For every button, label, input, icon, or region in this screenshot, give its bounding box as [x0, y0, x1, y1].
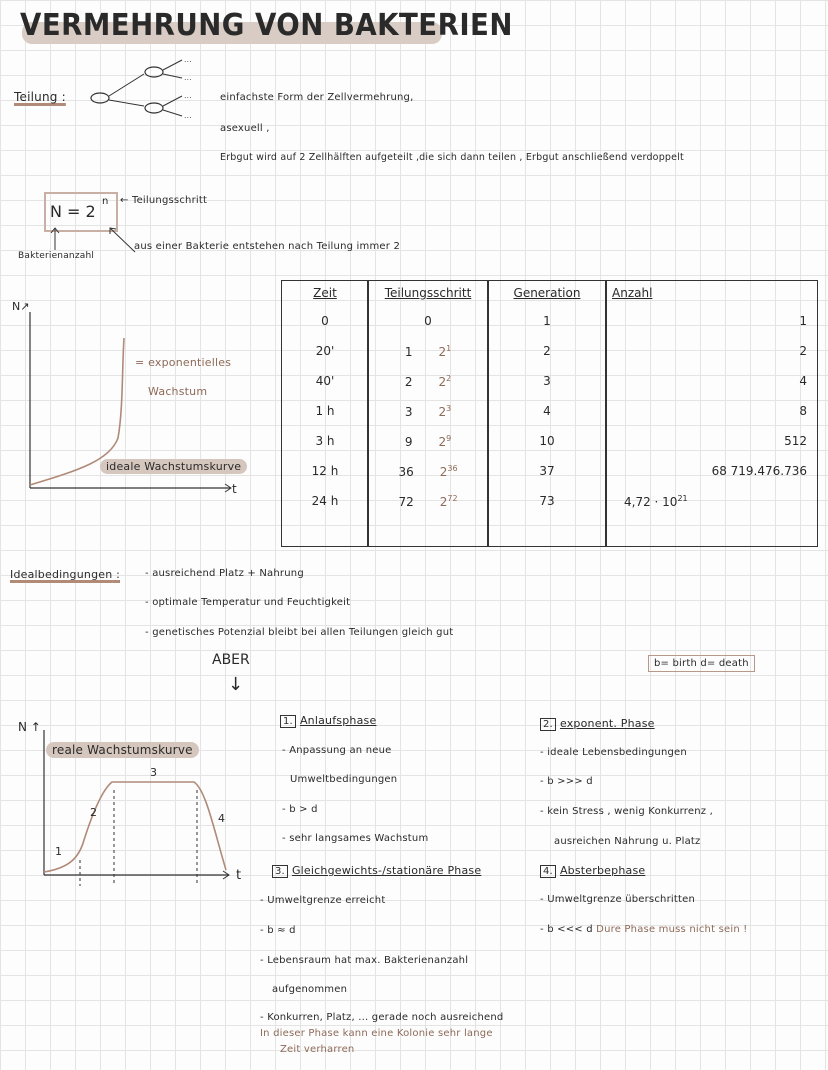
anzahl-value: 4,72 · 10 — [624, 494, 678, 509]
phase-3-note-1: In dieser Phase kann eine Kolonie sehr lange — [260, 1028, 493, 1039]
phase-1-line-4: - sehr langsames Wachstum — [282, 833, 429, 844]
cell-zeit: 0 — [321, 314, 329, 328]
table-row — [282, 396, 813, 426]
real-chart-title: reale Wachstumskurve — [46, 742, 199, 758]
schritt-value: 3 — [404, 404, 413, 419]
phase-2-line-2: - b >>> d — [540, 776, 593, 787]
ideal-curve-label: ideale Wachstumskurve — [100, 459, 247, 474]
phase-4-line-1: - Umweltgrenze überschritten — [540, 894, 696, 905]
teilung-label: Teilung : — [14, 90, 66, 104]
anzahl-exponent: 21 — [677, 493, 688, 503]
cell-zeit: 3 h — [315, 434, 335, 448]
phase-4-heading: 4. Absterbephase — [540, 864, 645, 878]
schritt-value: 72 — [398, 494, 414, 509]
cell-zeit: 12 h — [311, 464, 339, 478]
cell-schritt — [368, 306, 488, 336]
schritt-value: 1 — [404, 344, 413, 359]
aber-label: ABER — [212, 652, 250, 668]
power-value: $2^2$ — [438, 373, 452, 389]
formula-note: aus einer Bakterie entstehen nach Teilung immer 2 — [134, 241, 401, 252]
cell-generation: 4 — [543, 404, 551, 418]
table-row — [282, 306, 813, 336]
cell-zeit: 1 h — [315, 404, 335, 418]
cell-schritt — [368, 336, 488, 366]
phase-1-line-3: - b > d — [282, 804, 318, 815]
ideal-label-1: = exponentielles — [135, 356, 232, 369]
phase-3-line-2: - b ≈ d — [260, 925, 296, 936]
table-row — [282, 456, 813, 486]
phase-4-line-2: - b <<< d Dure Phase muss nicht sein ! — [540, 924, 748, 935]
phase-num-2: 2 — [90, 806, 97, 819]
phase-2-heading: 2. exponent. Phase — [540, 717, 655, 731]
cell-anzahl — [606, 306, 813, 336]
formula-exp-label: ← Teilungsschritt — [120, 195, 208, 206]
phase-2-line-4: ausreichen Nahrung u. Platz — [554, 836, 701, 847]
cell-anzahl — [606, 456, 813, 486]
phase-1-line-1: - Anpassung an neue — [282, 745, 392, 756]
table-row — [282, 426, 813, 456]
ideal-item-2: - optimale Temperatur und Feuchtigkeit — [145, 597, 351, 608]
power-value: $2^9$ — [438, 433, 452, 449]
page-title: VERMEHRUNG VON BAKTERIEN — [20, 8, 513, 43]
formula-exponent: n — [102, 196, 109, 207]
col-zeit: Zeit — [313, 286, 337, 300]
anzahl-value: 68 719.476.736 — [711, 464, 807, 478]
cell-anzahl — [606, 366, 813, 396]
col-teilungsschritt: Teilungsschritt — [384, 286, 472, 300]
cell-generation: 10 — [539, 434, 555, 448]
phase-3-line-5: - Konkurren, Platz, ... gerade noch ausreichend — [260, 1012, 504, 1023]
cell-generation: 1 — [543, 314, 551, 328]
down-arrow-icon: ↓ — [228, 674, 244, 695]
phase-3-line-1: - Umweltgrenze erreicht — [260, 895, 386, 906]
ideal-x-axis: t — [232, 482, 237, 496]
ideal-item-1: - ausreichend Platz + Nahrung — [145, 568, 304, 579]
teilung-line-3: Erbgut wird auf 2 Zellhälften aufgeteilt ,die sich dann teilen , Erbgut anschließend verdoppelt — [220, 152, 684, 163]
anzahl-value: 512 — [784, 434, 807, 448]
ideal-label: Idealbedingungen : — [10, 568, 121, 581]
legend-box: b= birth d= death — [648, 655, 755, 672]
anzahl-value: 8 — [799, 404, 807, 418]
anzahl-value: 4 — [799, 374, 807, 388]
formula-base-label: Bakterienanzahl — [18, 251, 95, 261]
phase-1-line-2: Umweltbedingungen — [290, 774, 398, 785]
ideal-label-2: Wachstum — [148, 385, 208, 398]
schritt-value: 0 — [424, 314, 432, 328]
anzahl-value: 2 — [799, 344, 807, 358]
cell-generation: 2 — [543, 344, 551, 358]
cell-generation: 3 — [543, 374, 551, 388]
formula-text: N = 2 — [50, 202, 96, 221]
svg-text:...: ... — [184, 111, 192, 120]
phase-3-line-4: aufgenommen — [272, 984, 348, 995]
phase-1-heading: 1. Anlaufsphase — [280, 714, 376, 728]
cell-division-sketch — [86, 52, 206, 122]
table-row — [282, 336, 813, 366]
cell-schritt — [368, 426, 488, 456]
real-x-axis: t — [236, 868, 242, 883]
phase-3-note-2: Zeit verharren — [280, 1044, 355, 1055]
ideal-growth-chart — [10, 300, 270, 510]
schritt-value: 36 — [398, 464, 414, 479]
svg-text:...: ... — [184, 91, 192, 100]
real-y-axis: N ↑ — [18, 720, 41, 734]
generation-table — [282, 280, 813, 516]
ideal-y-axis: N↗ — [12, 300, 30, 313]
cell-generation: 73 — [539, 494, 555, 508]
col-anzahl: Anzahl — [612, 286, 653, 300]
cell-schritt — [368, 396, 488, 426]
anzahl-value: 1 — [799, 314, 807, 328]
teilung-line-2: asexuell , — [220, 123, 270, 134]
schritt-value: 2 — [404, 374, 413, 389]
svg-text:...: ... — [184, 55, 192, 64]
phase-3-heading: 3. Gleichgewichts-/stationäre Phase — [272, 864, 481, 878]
phase-2-line-3: - kein Stress , wenig Konkurrenz , — [540, 806, 713, 817]
table-row — [282, 486, 813, 516]
phase-num-4: 4 — [218, 812, 225, 825]
cell-anzahl — [606, 396, 813, 426]
cell-anzahl — [606, 486, 813, 516]
power-value: $2^{72}$ — [439, 493, 458, 509]
svg-text:...: ... — [184, 73, 192, 82]
cell-zeit: 20' — [315, 344, 335, 358]
cell-schritt — [368, 456, 488, 486]
col-generation: Generation — [513, 286, 581, 300]
phase-2-line-1: - ideale Lebensbedingungen — [540, 747, 687, 758]
cell-schritt — [368, 486, 488, 516]
phase-num-3: 3 — [150, 766, 157, 779]
cell-anzahl — [606, 336, 813, 366]
power-value: $2^1$ — [438, 343, 452, 359]
cell-generation: 37 — [539, 464, 555, 478]
power-value: $2^{36}$ — [439, 463, 458, 479]
phase-3-line-3: - Lebensraum hat max. Bakterienanzahl — [260, 955, 469, 966]
ideal-item-3: - genetisches Potenzial bleibt bei allen Teilungen gleich gut — [145, 627, 454, 638]
power-value: $2^3$ — [438, 403, 452, 419]
table-row — [282, 366, 813, 396]
phase-num-1: 1 — [55, 845, 62, 858]
cell-zeit: 24 h — [311, 494, 339, 508]
schritt-value: 9 — [404, 434, 413, 449]
cell-anzahl — [606, 426, 813, 456]
teilung-line-1: einfachste Form der Zellvermehrung, — [220, 92, 414, 103]
cell-zeit: 40' — [315, 374, 335, 388]
cell-schritt — [368, 366, 488, 396]
